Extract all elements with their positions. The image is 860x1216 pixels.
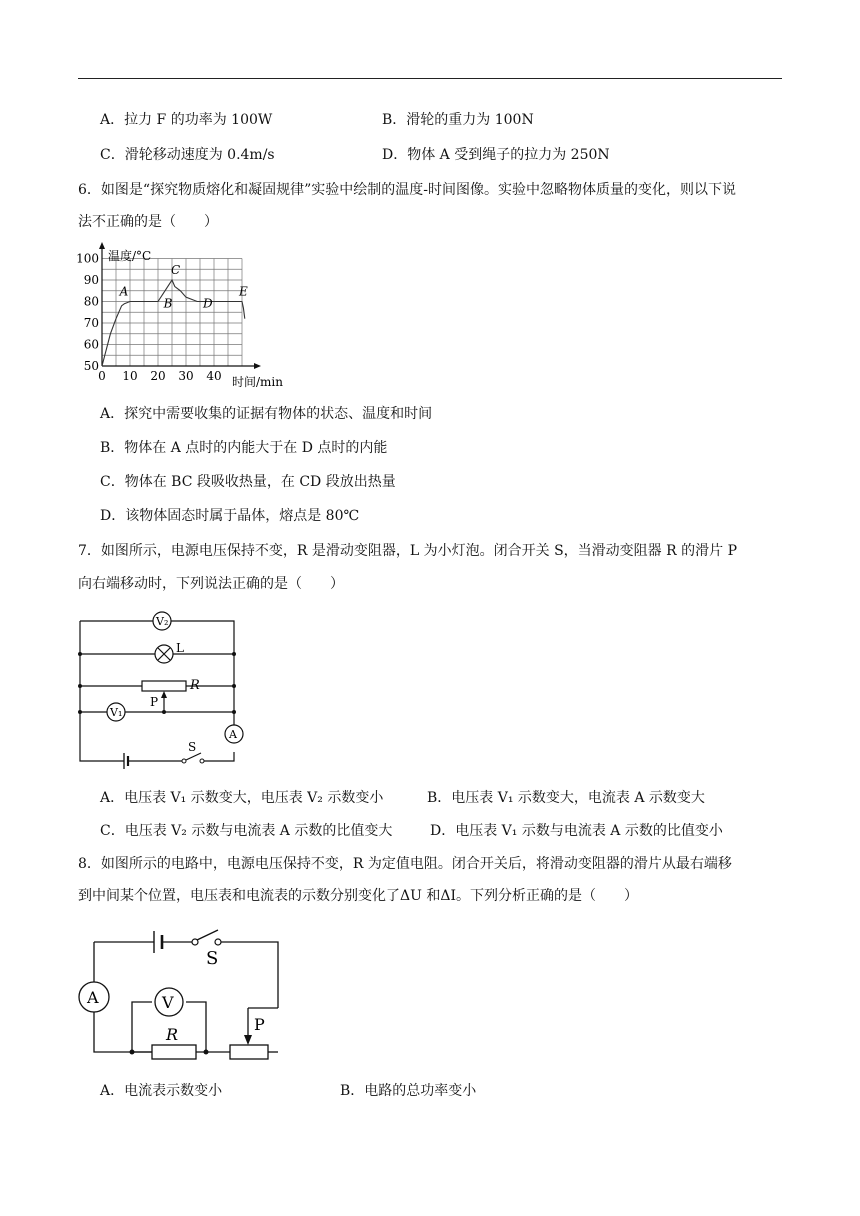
- q6-option-d: D．该物体固态时属于晶体，熔点是 80℃: [100, 508, 360, 524]
- q6-option-c: C．物体在 BC 段吸收热量，在 CD 段放出热量: [100, 474, 396, 490]
- q6-option-a: A．探究中需要收集的证据有物体的状态、温度和时间: [100, 406, 433, 422]
- q5-option-b: B．滑轮的重力为 100N: [382, 112, 534, 128]
- switch-label: S: [206, 948, 219, 969]
- point-label-a: A: [119, 284, 129, 299]
- q7-option-a: A．电压表 V₁ 示数变大，电压表 V₂ 示数变小: [100, 790, 384, 806]
- y-tick-label: 90: [83, 273, 99, 287]
- switch-label: S: [188, 740, 197, 754]
- q7-stem-line2: 向右端移动时，下列说法正确的是（ ）: [78, 576, 344, 592]
- battery-icon: [154, 931, 162, 953]
- q7-option-c: C．电压表 V₂ 示数与电流表 A 示数的比值变大: [100, 823, 393, 839]
- point-label-d: D: [203, 296, 213, 311]
- q5-option-c: C．滑轮移动速度为 0.4m/s: [100, 147, 275, 163]
- switch-icon: [192, 930, 221, 945]
- switch-icon: [182, 753, 204, 763]
- slider-arrow: [244, 1035, 252, 1045]
- q5-option-a: A．拉力 F 的功率为 100W: [100, 112, 273, 128]
- v2-label: V₂: [156, 615, 169, 628]
- battery-icon: [124, 753, 128, 769]
- x-tick-label: 40: [206, 369, 222, 383]
- y-axis-arrow: [99, 242, 105, 249]
- rheostat: [142, 681, 186, 691]
- y-tick-labels: [76, 252, 99, 374]
- voltmeter-label: V: [162, 993, 174, 1012]
- x-axis-arrow: [254, 363, 261, 369]
- q7-stem-line1: 7．如图所示，电源电压保持不变，R 是滑动变阻器，L 为小灯泡。闭合开关 S，当滑动变阻器 R 的滑片 P: [78, 543, 737, 559]
- y-tick-label: 50: [83, 359, 99, 373]
- p-label: P: [254, 1015, 265, 1034]
- q8-option-b: B．电路的总功率变小: [340, 1083, 477, 1099]
- point-label-b: B: [163, 296, 173, 311]
- v1-label: V₁: [110, 706, 123, 719]
- r-label: R: [166, 1025, 179, 1044]
- q6-stem-line1: 6．如图是“探究物质熔化和凝固规律”实验中绘制的温度-时间图像。实验中忽略物体质量的变化，则以下说: [78, 182, 736, 198]
- q8-option-a: A．电流表示数变小: [100, 1083, 223, 1099]
- y-tick-label: 70: [83, 316, 99, 330]
- lamp-icon: [155, 645, 173, 663]
- q8-stem-line2: 到中间某个位置，电压表和电流表的示数分别变化了ΔU 和ΔI。下列分析正确的是（ ）: [78, 888, 638, 904]
- p-label: P: [150, 695, 159, 709]
- q8-stem-line1: 8．如图所示的电路中，电源电压保持不变，R 为定值电阻。闭合开关后，将滑动变阻器的滑片从最右端移: [78, 856, 732, 872]
- q7-option-b: B．电压表 V₁ 示数变大，电流表 A 示数变大: [427, 790, 705, 806]
- y-tick-label: 80: [83, 294, 99, 309]
- ammeter-label: A: [229, 728, 237, 741]
- x-tick-label: 20: [150, 369, 166, 383]
- y-tick-label: 60: [83, 337, 99, 352]
- y-tick-label: 100: [76, 251, 99, 266]
- q6-stem-line2: 法不正确的是（ ）: [78, 214, 218, 230]
- temperature-time-chart: [72, 238, 312, 396]
- q6-option-b: B．物体在 A 点时的内能大于在 D 点时的内能: [100, 440, 388, 456]
- r-label: R: [190, 678, 200, 693]
- q7-circuit-diagram: [72, 604, 258, 774]
- q8-circuit-diagram: [74, 924, 288, 1066]
- x-axis-label: 时间/min: [232, 375, 283, 389]
- point-label-e: E: [239, 284, 248, 299]
- ammeter-label: A: [87, 988, 99, 1007]
- x-tick-label: 30: [178, 369, 194, 383]
- x-tick-label: 10: [122, 369, 138, 383]
- resistor: [152, 1045, 196, 1059]
- rheostat: [230, 1045, 268, 1059]
- point-labels: [119, 263, 248, 311]
- header-rule: [78, 78, 782, 79]
- lamp-label: L: [176, 641, 184, 655]
- y-axis-label: 温度/°C: [108, 249, 152, 263]
- x-tick-label: 0: [98, 369, 106, 383]
- point-label-c: C: [171, 263, 181, 277]
- q7-option-d: D．电压表 V₁ 示数与电流表 A 示数的比值变小: [430, 823, 723, 839]
- x-tick-labels: [98, 369, 221, 383]
- q5-option-d: D．物体 A 受到绳子的拉力为 250N: [382, 147, 610, 163]
- slider-arrow: [161, 691, 167, 698]
